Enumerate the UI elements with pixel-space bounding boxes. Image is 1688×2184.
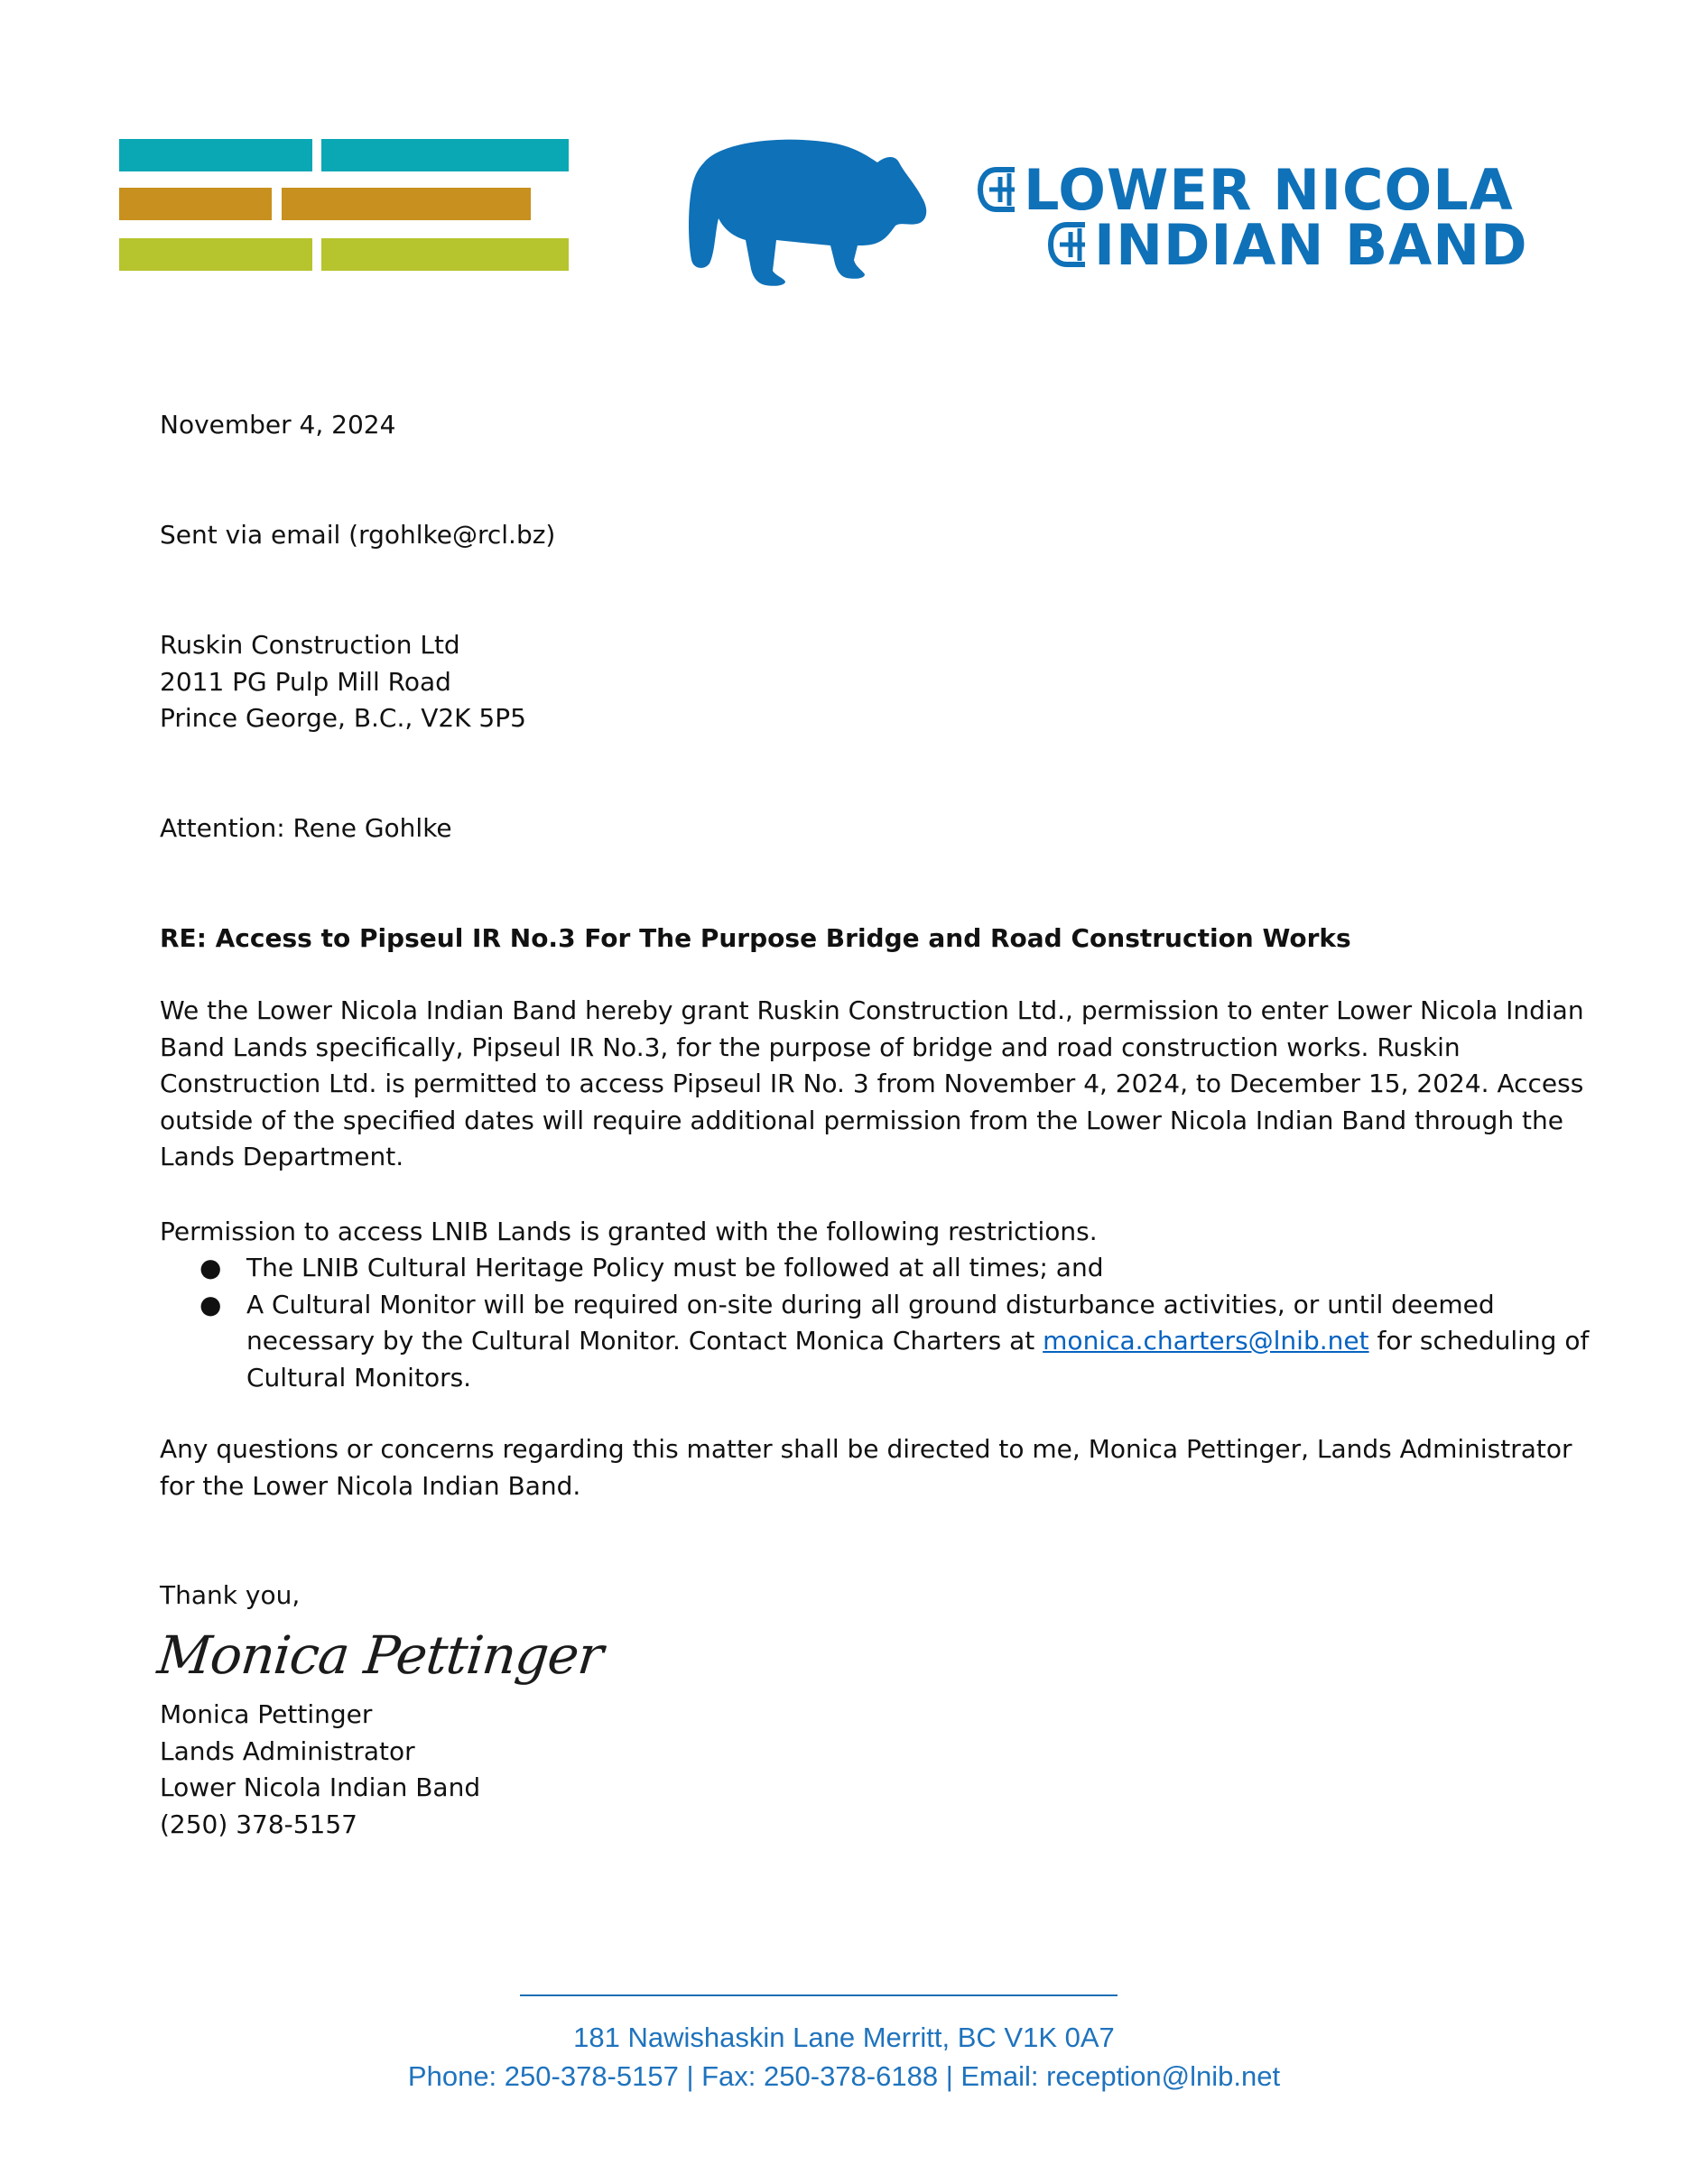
stripe-gold-1 bbox=[119, 188, 272, 220]
letter-date: November 4, 2024 bbox=[160, 410, 396, 440]
footer-contact: Phone: 250-378-5157 | Fax: 250-378-6188 | Email: reception@lnib.net bbox=[407, 2060, 1281, 2092]
stripe-teal-1 bbox=[119, 139, 312, 171]
handwritten-signature: Monica Pettinger bbox=[154, 1624, 606, 1686]
restriction-1-text: The LNIB Cultural Heritage Policy must be followed at all times; and bbox=[246, 1253, 1104, 1282]
org-name-line2 bbox=[1047, 213, 1528, 276]
restriction-2-text: A Cultural Monitor will be required on-site during all ground disturbance activities, or until deemed necessary by the Cultural Monitor. Contact Monica Charters at bbox=[246, 1289, 1495, 1356]
signer-org: Lower Nicola Indian Band bbox=[160, 1772, 481, 1802]
bullet-icon: ● bbox=[199, 1253, 222, 1282]
lnib-mark-icon bbox=[977, 166, 1018, 213]
stripe-gold-2 bbox=[282, 188, 531, 220]
bullet-icon: ● bbox=[199, 1289, 222, 1319]
lnib-mark-icon bbox=[1047, 221, 1089, 268]
org-name-line1-text: LOWER NICOLA bbox=[1024, 156, 1514, 223]
restriction-2-text-end: for scheduling of Cultural Monitors. bbox=[246, 1326, 1590, 1393]
closing-line: Thank you, bbox=[160, 1580, 301, 1610]
signature-block bbox=[160, 1697, 480, 1843]
signer-name: Monica Pettinger bbox=[160, 1699, 373, 1729]
restrictions-list bbox=[160, 1250, 1595, 1396]
recipient-line: 2011 PG Pulp Mill Road bbox=[160, 667, 451, 697]
signer-phone: (250) 378-5157 bbox=[160, 1809, 357, 1839]
restrictions-intro: Permission to access LNIB Lands is granted with the following restrictions. bbox=[160, 1217, 1098, 1246]
recipient-line: Prince George, B.C., V2K 5P5 bbox=[160, 703, 526, 733]
stripe-lime-2 bbox=[321, 238, 569, 271]
recipient-line: Ruskin Construction Ltd bbox=[160, 630, 460, 660]
subject-line: RE: Access to Pipseul IR No.3 For The Purpose Bridge and Road Construction Works bbox=[160, 923, 1351, 953]
list-item bbox=[160, 1287, 1595, 1397]
stripe-lime-1 bbox=[119, 238, 312, 271]
footer-divider bbox=[520, 1994, 1118, 1996]
bear-logo-icon bbox=[686, 135, 932, 287]
attention-line: Attention: Rene Gohlke bbox=[160, 813, 452, 843]
signer-title: Lands Administrator bbox=[160, 1735, 415, 1766]
sent-via-line: Sent via email (rgohlke@rcl.bz) bbox=[160, 520, 556, 550]
stripe-teal-2 bbox=[321, 139, 569, 171]
org-name-line2-text: INDIAN BAND bbox=[1094, 211, 1528, 278]
footer-address: 181 Nawishaskin Lane Merritt, BC V1K 0A7 bbox=[573, 2022, 1115, 2053]
body-paragraph-3: Any questions or concerns regarding this matter shall be directed to me, Monica Pettinger, Lands Administrator for the Lower Nicola Indian Band. bbox=[160, 1434, 1572, 1501]
list-item bbox=[160, 1250, 1595, 1287]
body-paragraph-1: We the Lower Nicola Indian Band hereby grant Ruskin Construction Ltd., permission to enter Lower Nicola Indian Band Lands specifically, Pipseul IR No.3, for the purpose of bridge and road construction works. Ruskin Construction Ltd. is permitted to access Pipseul IR No. 3 from November 4, 2024, to December 15, 2024. Access outside of the specified dates will require additional permission from the Lower Nicola Indian Band through the Lands Department. bbox=[160, 995, 1584, 1171]
cultural-monitor-email-link[interactable]: monica.charters@lnib.net bbox=[1043, 1326, 1369, 1356]
